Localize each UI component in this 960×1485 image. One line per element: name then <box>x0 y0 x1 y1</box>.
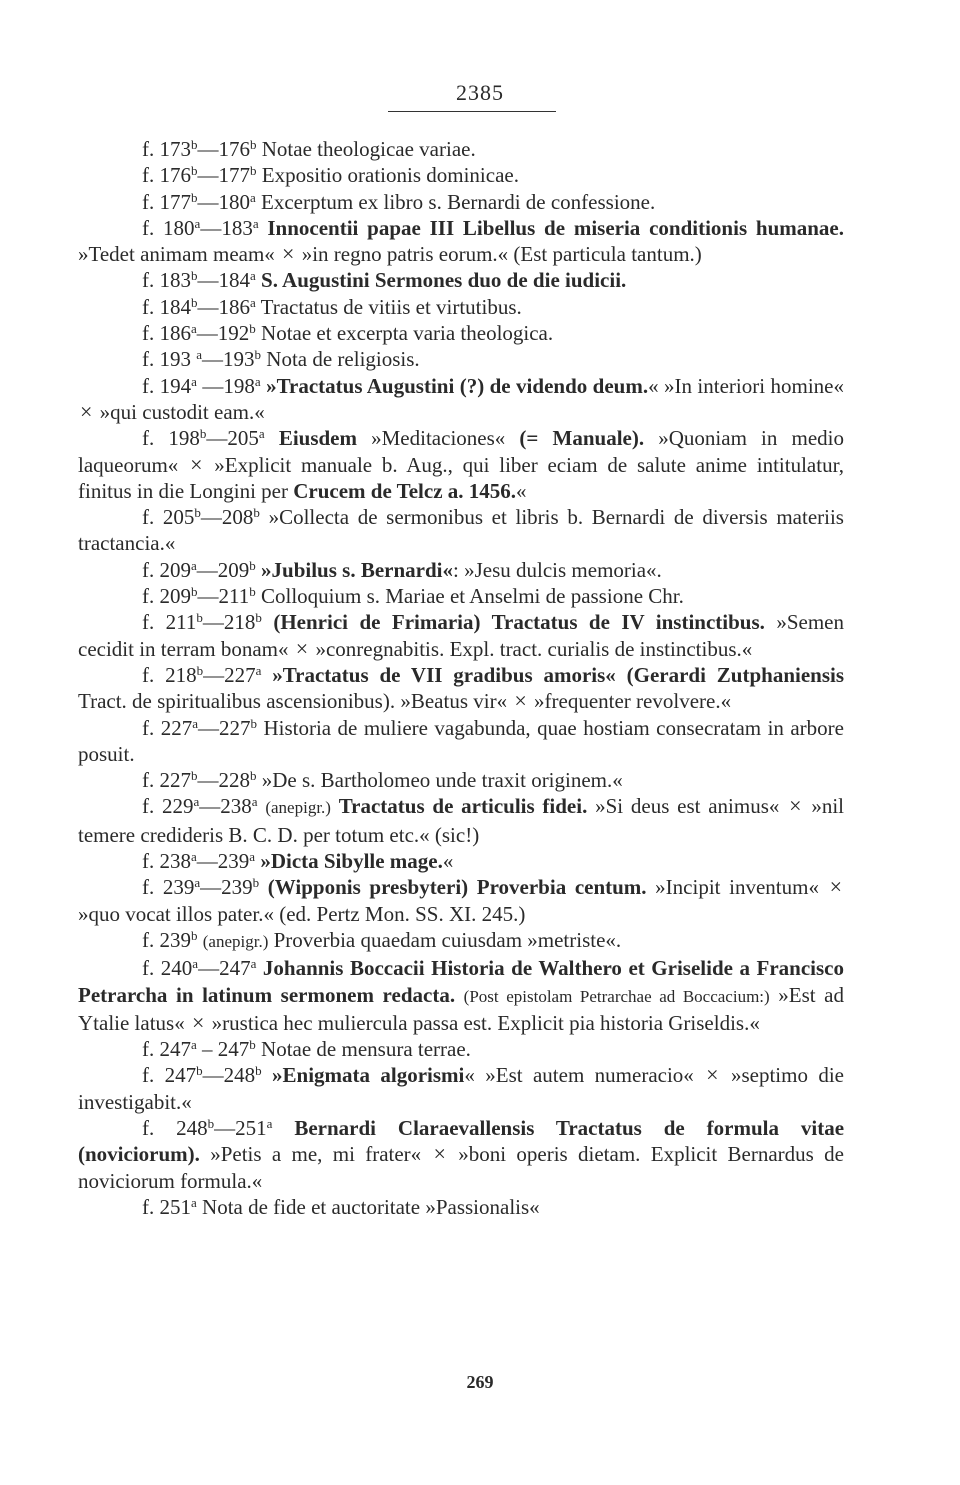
folio-side: b <box>250 715 257 731</box>
entry-text: « »Est autem numeracio« <box>464 1063 705 1088</box>
folio-side: a <box>192 956 199 972</box>
entry-text: —227 <box>203 662 256 687</box>
entry-title: Eiusdem <box>278 426 357 451</box>
entry-text: f. 193 <box>142 347 197 372</box>
catalogue-entry <box>78 715 844 768</box>
entry-text: »qui custodit eam.« <box>94 399 265 424</box>
incipit-explicit-separator: × <box>789 793 802 819</box>
folio-side: b <box>196 662 204 678</box>
entry-note: (Post epistolam Petrarchae ad Boccacium:) <box>463 986 770 1006</box>
folio-side: a <box>250 956 257 972</box>
folio-side: a <box>193 794 200 810</box>
entry-text: f. 248 <box>142 1115 208 1140</box>
entry-text: f. 173 <box>142 137 191 161</box>
entry-text: —208 <box>200 505 254 530</box>
entry-text: f. 183 <box>142 268 191 293</box>
entry-text: f. 177 <box>142 189 191 214</box>
entry-text: f. 238 <box>142 849 191 874</box>
catalogue-entry <box>78 927 844 955</box>
folio-side: b <box>250 768 257 784</box>
entry-text <box>262 1063 272 1087</box>
page-number-bottom: 269 <box>466 1372 494 1392</box>
folio-side: b <box>207 1115 215 1131</box>
folio-side: b <box>255 610 262 626</box>
entry-text: »Incipit inventum« <box>646 875 828 900</box>
entry-text: »De s. Bartholomeo unde traxit originem.« <box>256 768 623 793</box>
entry-text: f. 247 <box>142 1063 197 1088</box>
catalogue-entry <box>78 136 844 162</box>
entry-text: »Semen cecidit in terram bonam« <box>78 610 845 661</box>
entry-text: —192 <box>196 321 250 346</box>
folio-side: b <box>191 927 198 943</box>
folio-side: a <box>191 321 197 337</box>
folio-side: a <box>255 662 262 678</box>
entry-text: Nota de religiosis. <box>261 347 420 372</box>
incipit-explicit-separator: × <box>190 451 203 477</box>
folio-side: b <box>253 505 260 521</box>
entry-text: f. 239 <box>142 875 195 900</box>
entry-text: —239 <box>196 849 250 874</box>
entry-text: —211 <box>197 584 250 609</box>
catalogue-entry <box>78 1115 844 1194</box>
entry-text: Excerptum ex libro s. Bernardi de confessione. <box>255 189 656 214</box>
catalogue-entry <box>78 373 844 426</box>
entry-title: Tractatus de articulis fidei. <box>338 794 588 819</box>
folio-side: b <box>191 268 198 284</box>
folio-side: b <box>249 1037 256 1053</box>
entry-title: (Henrici de Frimaria) Tractatus de IV instinctibus. <box>273 610 765 635</box>
folio-side: a <box>250 189 256 205</box>
entry-text: f. 227 <box>142 715 193 740</box>
entry-text: —186 <box>197 294 250 319</box>
entry-text <box>265 426 279 450</box>
incipit-explicit-separator: × <box>514 688 527 714</box>
entry-text: f. 176 <box>142 163 191 188</box>
folio-side: b <box>250 163 257 179</box>
entry-text: »Collecta de sermonibus et libris b. Bernardi de diversis materiis tractancia.« <box>78 505 844 556</box>
entry-text: Nota de fide et auctoritate »Passionalis« <box>196 1194 540 1219</box>
entry-text: »Explicit manuale b. Aug., qui liber eciam de salute anime intitulatur, finitus in die Longini per <box>78 452 844 503</box>
entry-text: —205 <box>206 426 259 451</box>
catalogue-entry <box>78 215 844 268</box>
entry-text: —184 <box>197 268 250 293</box>
entry-text: f. 211 <box>142 610 197 635</box>
entry-text: f. 247 <box>142 1037 191 1062</box>
folio-side: b <box>191 137 198 152</box>
entry-title: »Jubilus s. Bernardi« <box>261 557 453 582</box>
folio-side: a <box>192 715 198 731</box>
entry-text: »Petis a me, mi frater« <box>199 1142 432 1167</box>
entry-title: (Wipponis presbyteri) Proverbia centum. <box>267 875 647 900</box>
folio-side: b <box>249 557 256 573</box>
folio-side: b <box>191 163 198 179</box>
catalogue-entry <box>78 874 844 927</box>
entry-title: »Enigmata algorismi <box>272 1063 465 1088</box>
entry-text: « <box>516 478 527 503</box>
entry-text: f. 209 <box>142 584 191 609</box>
entry-text: Tractatus de vitiis et virtutibus. <box>255 294 522 319</box>
entry-text: —228 <box>197 768 250 793</box>
entry-text: f. 184 <box>142 294 191 319</box>
catalogue-entries <box>78 136 844 1220</box>
folio-side: b <box>250 137 257 152</box>
folio-side: a <box>254 373 261 389</box>
entry-text: —251 <box>214 1115 267 1140</box>
folio-side: a <box>251 794 258 810</box>
catalogue-entry <box>78 1036 844 1062</box>
catalogue-entry <box>78 346 844 372</box>
entry-text: »boni operis dietam. Explicit Bernardus de noviciorum formula.« <box>78 1142 844 1193</box>
folio-side: a <box>258 426 265 442</box>
entry-text: f. 239 <box>142 927 191 952</box>
incipit-explicit-separator: × <box>295 635 309 661</box>
incipit-explicit-separator: × <box>706 1062 719 1088</box>
folio-side: a <box>249 849 256 865</box>
folio-side: a <box>194 215 201 231</box>
entry-title: »Tractatus Augustini (?) de videndo deum. <box>266 373 649 398</box>
entry-title: Crucem de Telcz a. 1456. <box>293 478 517 503</box>
folio-side: b <box>252 875 260 891</box>
entry-text: —238 <box>199 794 252 819</box>
entry-text: »rustica hec muliercula passa est. Explicit pia historia Griseldis.« <box>206 1010 760 1035</box>
entry-text: f. 186 <box>142 321 191 346</box>
folio-side: b <box>196 1063 203 1079</box>
folio-side: a <box>196 347 203 363</box>
entry-text: – 247 <box>196 1037 250 1062</box>
entry-text: »frequenter revolvere.« <box>528 689 732 714</box>
folio-side: b <box>194 505 201 521</box>
entry-text <box>272 1116 294 1140</box>
entry-text: f. 209 <box>142 557 191 582</box>
incipit-explicit-separator: × <box>829 874 842 900</box>
entry-text: »nil temere credideris B. C. D. per totum etc.« (sic!) <box>78 794 845 847</box>
entry-text: « <box>442 849 454 874</box>
folio-side: b <box>255 1063 262 1079</box>
entry-text: »quo vocat illos pater.« (ed. Pertz Mon. SS. XI. 245.) <box>78 901 526 926</box>
folio-side: b <box>249 584 256 600</box>
entry-text: —218 <box>202 610 256 635</box>
folio-side: b <box>191 189 198 205</box>
entry-text <box>455 983 464 1007</box>
entry-title: (Gerardi Zutphaniensis <box>626 662 845 687</box>
entry-text: —247 <box>198 956 251 981</box>
incipit-explicit-separator: × <box>191 1009 205 1035</box>
entry-text: —209 <box>196 557 250 582</box>
entry-text: —198 <box>196 373 255 398</box>
entry-text: —227 <box>197 715 251 740</box>
entry-title: Johannis Boccacii Historia de Walthero et Griselide a Francisco Petrarcha in latinum sermonem redacta. <box>78 956 844 1007</box>
entry-text: »septimo die investigabit.« <box>78 1063 844 1114</box>
entry-text <box>616 663 627 687</box>
entry-text: »in regno patris eorum.« (Est particula tantum.) <box>296 242 702 267</box>
entry-text: Notae de mensura terrae. <box>255 1037 471 1062</box>
entry-text: —183 <box>200 215 253 240</box>
folio-side: b <box>191 768 198 784</box>
entry-title: (= Manuale). <box>519 426 645 451</box>
entry-text <box>331 794 339 818</box>
incipit-explicit-separator: × <box>80 398 93 424</box>
entry-note: (anepigr.) <box>265 798 331 818</box>
catalogue-entry <box>78 162 844 188</box>
entry-text: —180 <box>197 189 250 214</box>
folio-side: a <box>191 1194 197 1210</box>
folio-side: b <box>191 584 198 600</box>
entry-text: Notae et excerpta varia theologica. <box>255 321 554 346</box>
entry-text: f. 227 <box>142 768 191 793</box>
entry-text <box>261 663 272 687</box>
entry-text: f. 198 <box>142 426 200 451</box>
entry-text: f. 205 <box>142 505 195 530</box>
folio-side: b <box>196 610 203 626</box>
catalogue-entry <box>78 848 844 874</box>
entry-text: « »In interiori homine« <box>648 373 844 398</box>
entry-text: Colloquium s. Mariae et Anselmi de passione Chr. <box>255 584 684 609</box>
folio-side: b <box>249 321 256 337</box>
folio-side: a <box>191 557 197 573</box>
entry-title: Bernardi Claraevallensis Tractatus de formula vitae (noviciorum). <box>78 1115 845 1167</box>
incipit-explicit-separator: × <box>282 241 295 267</box>
entry-title: »Tractatus de VII gradibus amoris« <box>272 662 616 687</box>
folio-side: b <box>254 347 262 363</box>
folio-side: a <box>191 849 197 865</box>
entry-text: —177 <box>197 163 250 188</box>
entry-text: Expositio orationis dominicae. <box>256 163 519 188</box>
entry-text <box>262 610 273 634</box>
entry-text: f. 229 <box>142 794 194 819</box>
catalogue-entry <box>78 1062 844 1115</box>
entry-text: »Est ad Ytalie latus« <box>78 982 845 1035</box>
entry-text: »Quoniam in medio laqueorum« <box>78 426 845 477</box>
catalogue-entry <box>78 609 844 662</box>
entry-text <box>259 875 268 899</box>
catalogue-entry <box>78 294 844 320</box>
folio-side: a <box>194 875 201 891</box>
catalogue-entry <box>78 767 844 793</box>
entry-text: —248 <box>202 1063 256 1088</box>
catalogue-entry <box>78 425 844 504</box>
entry-text: »conregnabitis. Expl. tract. curialis de instinctibus.« <box>310 636 753 661</box>
catalogue-entry <box>78 320 844 346</box>
page-number-top: 2385 <box>456 80 504 105</box>
entry-text: Notae theologicae variae. <box>256 137 476 161</box>
entry-text: »Meditaciones« <box>357 426 520 451</box>
folio-side: b <box>191 294 198 310</box>
entry-title: Innocentii papae III Libellus de miseria conditionis humanae. <box>267 215 844 240</box>
incipit-explicit-separator: × <box>433 1141 446 1167</box>
catalogue-entry <box>78 557 844 583</box>
catalogue-entry <box>78 189 844 215</box>
catalogue-entry <box>78 504 844 557</box>
header-rule <box>388 111 556 112</box>
folio-side: a <box>266 1115 273 1131</box>
entry-text: : »Jesu dulcis memoria«. <box>453 557 662 582</box>
catalogue-entry <box>78 955 844 1036</box>
entry-note: (anepigr.) <box>202 931 269 951</box>
entry-title: S. Augustini Sermones duo de die iudicii. <box>261 268 627 293</box>
entry-text: »Tedet animam meam« <box>78 242 281 267</box>
entry-text: —176 <box>197 137 250 161</box>
catalogue-entry <box>78 583 844 609</box>
entry-text: f. 180 <box>142 215 195 240</box>
entry-text: —193 <box>202 347 255 372</box>
catalogue-entry <box>78 793 844 848</box>
entry-text: f. 218 <box>142 662 197 687</box>
entry-text: Proverbia quaedam cuiusdam »metriste«. <box>268 927 622 952</box>
folio-side: b <box>199 426 207 442</box>
entry-text: f. 240 <box>142 956 193 981</box>
folio-side: a <box>191 373 197 389</box>
entry-text: f. 251 <box>142 1194 191 1219</box>
folio-side: a <box>252 215 259 231</box>
entry-text: Historia de muliere vagabunda, quae hostiam consecratam in arbore posuit. <box>78 715 844 766</box>
entry-text: »Si deus est animus« <box>587 794 788 819</box>
entry-text: Tract. de spiritualibus ascensionibus). »Beatus vir« <box>78 689 513 714</box>
entry-title: »Dicta Sibylle mage. <box>260 849 443 874</box>
folio-side: a <box>191 1037 197 1053</box>
entry-text: —239 <box>200 875 253 900</box>
folio-side: a <box>250 268 256 284</box>
entry-text: f. 194 <box>142 373 192 398</box>
catalogue-entry <box>78 267 844 293</box>
catalogue-entry <box>78 1194 844 1220</box>
catalogue-entry <box>78 662 844 715</box>
folio-side: a <box>250 294 256 310</box>
